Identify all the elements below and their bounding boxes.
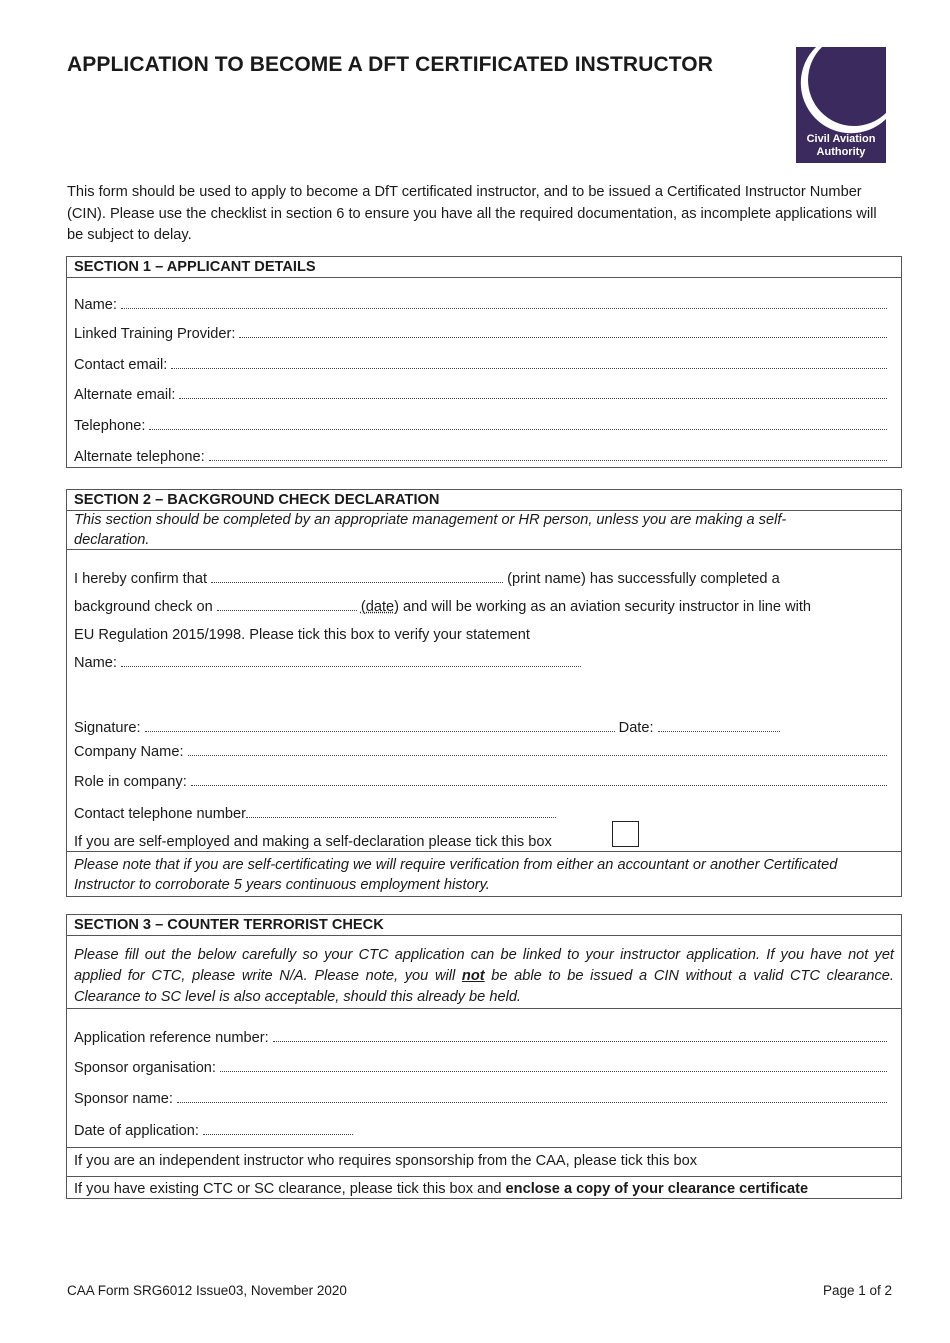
existing-text-a: If you have existing CTC or SC clearance, please tick this box and [74, 1181, 502, 1197]
logo-line2: Authority [816, 146, 866, 158]
background-date-input[interactable] [217, 598, 357, 611]
footer-form-id: CAA Form SRG6012 Issue03, November 2020 [67, 1283, 347, 1298]
training-provider-label: Linked Training Provider: [74, 326, 236, 342]
company-name-label: Company Name: [74, 744, 184, 760]
sponsor-organisation-label: Sponsor organisation: [74, 1060, 216, 1076]
section3-note-not: not [461, 968, 485, 984]
intro-text: This form should be used to apply to become a DfT certificated instructor, and to be issued a Certificated Instructor Number (CIN). Please use the checklist in section 6 to ensure you have all the required documentation, as incomplete applications will be subject to delay. [67, 184, 877, 243]
date-of-application-label: Date of application: [74, 1123, 199, 1139]
alternate-telephone-field[interactable] [74, 449, 887, 465]
telephone-field[interactable] [74, 418, 887, 434]
section3-note-a: Please fill out the below carefully so your CTC application can be linked to your instructor application. If you have not yet applied for CTC, please write N/A. Please note, you will [74, 947, 894, 984]
caa-logo [796, 47, 886, 163]
role-label: Role in company: [74, 774, 187, 790]
date-label: Date: [618, 720, 654, 736]
confirm-line [74, 570, 887, 587]
section2-footnote: Please note that if you are self-certificating we will require verification from either an accountant or another Certificated Instructor to corroborate 5 years continuous employment history. [74, 857, 838, 893]
background-line [74, 598, 887, 615]
date-hint: (date) [360, 599, 399, 615]
signature-label: Signature: [74, 720, 141, 736]
section2-heading: SECTION 2 – BACKGROUND CHECK DECLARATION [67, 490, 901, 511]
section2-note: This section should be completed by an appropriate management or HR person, unless you are making a self-declaration. [74, 512, 787, 548]
telephone-label: Telephone: [74, 418, 146, 434]
section3-note-b: be able to be issued a CIN without a valid CTC clearance. Clearance to SC level is also acceptable, should this already be held. [74, 968, 894, 1005]
alternate-email-label: Alternate email: [74, 387, 176, 403]
section-background-check [66, 489, 902, 897]
section-applicant-details [66, 256, 902, 468]
logo-line1: Civil Aviation [806, 133, 876, 145]
date-of-application-field[interactable] [74, 1122, 887, 1139]
section3-heading: SECTION 3 – COUNTER TERRORIST CHECK [67, 915, 901, 936]
alternate-telephone-label: Alternate telephone: [74, 449, 205, 465]
role-field[interactable] [74, 774, 887, 790]
print-name-input[interactable] [211, 570, 503, 583]
declarer-name-field[interactable] [74, 654, 887, 671]
background-text-a: background check on [74, 599, 213, 615]
name-field[interactable] [74, 297, 887, 313]
company-name-field[interactable] [74, 744, 887, 760]
independent-instructor-text: If you are an independent instructor who requires sponsorship from the CAA, please tick this box [74, 1153, 697, 1169]
section3-note [74, 945, 894, 1008]
contact-email-label: Contact email: [74, 357, 168, 373]
self-employed-checkbox[interactable] [612, 821, 639, 847]
alternate-email-field[interactable] [74, 387, 887, 403]
existing-clearance-text [74, 1181, 887, 1197]
signature-line [74, 719, 887, 736]
page-title: APPLICATION TO BECOME A DFT CERTIFICATED INSTRUCTOR [67, 53, 713, 76]
contact-phone-label: Contact telephone number [74, 806, 246, 822]
sponsor-name-label: Sponsor name: [74, 1091, 173, 1107]
existing-text-b: enclose a copy of your clearance certificate [505, 1181, 809, 1197]
training-provider-field[interactable] [74, 326, 887, 342]
signature-input[interactable] [145, 719, 615, 732]
section-counter-terrorist [66, 914, 902, 1199]
signature-date-input[interactable] [658, 719, 780, 732]
footer-page-number: Page 1 of 2 [822, 1283, 892, 1298]
name-label: Name: [74, 297, 117, 313]
declarer-name-label: Name: [74, 655, 117, 671]
sponsor-organisation-field[interactable] [74, 1060, 887, 1076]
sponsor-name-field[interactable] [74, 1091, 887, 1107]
confirm-text-a: I hereby confirm that [74, 571, 208, 587]
regulation-line: EU Regulation 2015/1998. Please tick this box to verify your statement [74, 627, 530, 643]
application-reference-field[interactable] [74, 1030, 887, 1046]
contact-phone-field[interactable] [74, 805, 887, 822]
confirm-text-b: (print name) has successfully completed a [507, 571, 780, 587]
contact-email-field[interactable] [74, 357, 887, 373]
background-text-b: and will be working as an aviation security instructor in line with [403, 599, 812, 615]
application-reference-label: Application reference number: [74, 1030, 269, 1046]
section1-heading: SECTION 1 – APPLICANT DETAILS [67, 257, 901, 278]
self-employed-text: If you are self-employed and making a self-declaration please tick this box [74, 834, 552, 850]
